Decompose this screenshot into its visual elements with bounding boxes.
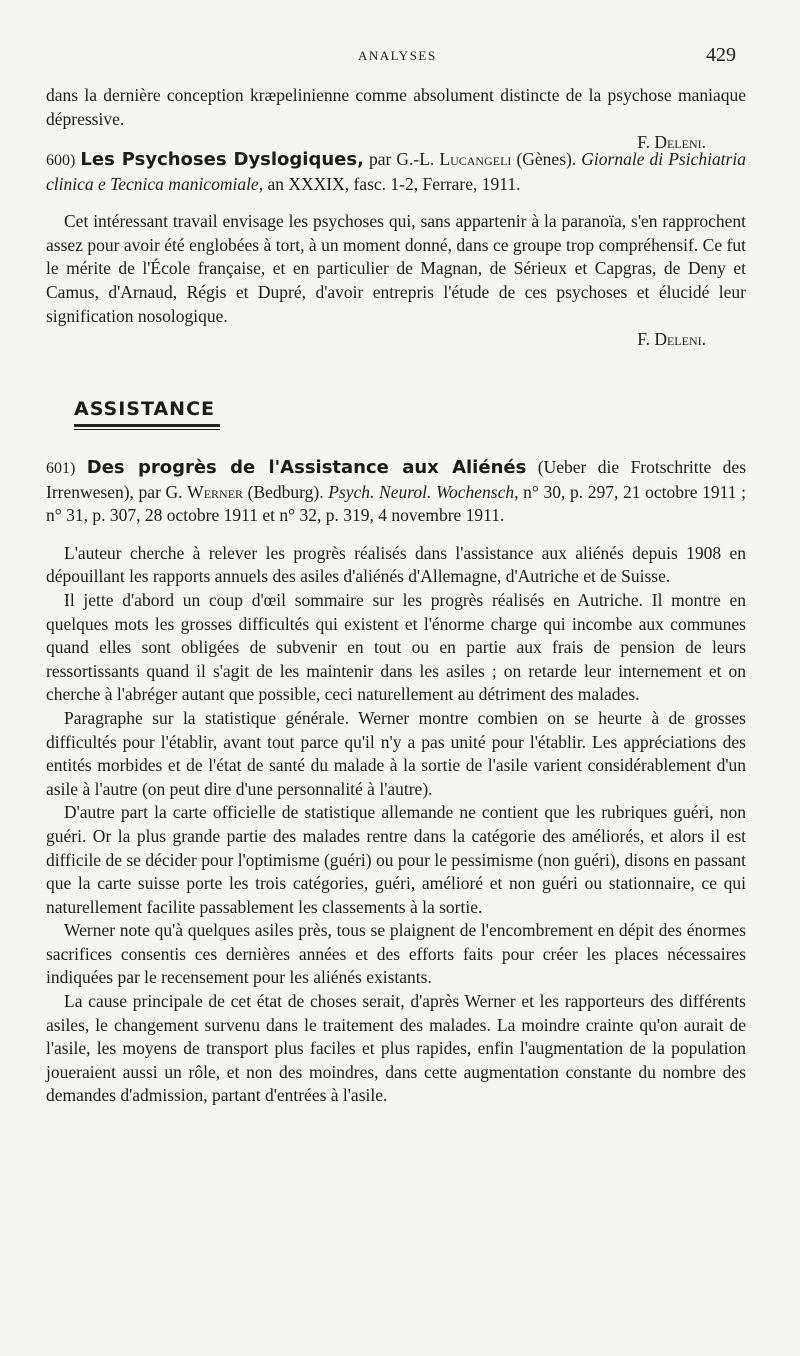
entry-601-orig-title: (Ueber die Frotschritte des Irrenwesen), par G. — [46, 457, 747, 502]
running-head: ANALYSES — [358, 48, 437, 63]
entry-600-body-text: Cet intéressant travail envisage les psychoses qui, sans appartenir à la paranoïa, s'en rapprochent assez pour avoir été englobées à tort, à un moment donné, dans ce groupe trop compréhensif. Ce fut le mérite de l'École française, et en particulier de Magnan, de Sérieux et Capgras, de Deny et Camus, d'Arnaud, Régis et Dupré, d'avoir entrepris l'étude de ces psychoses et élucidé leur signification nosologique. — [46, 211, 746, 326]
entry-601-body — [46, 542, 746, 1108]
section-underline — [74, 424, 220, 427]
entry-601-paragraph: D'autre part la carte officielle de statistique allemande ne contient que les rubriques guéri, non guéri. Or la plus grande partie des malades rentre dans la catégorie des améliorés, et alors il est difficile de se décider pour l'optimisme (guéri) ou pour le pessimisme (non guéri), disons en passant que la carte suisse porte les trois catégories, guéri, amélioré et non guéri ou stationnaire, ce qui naturellement facilite passablement les classements à la sortie. — [46, 802, 746, 917]
entry-600-signature: F. Deleni. — [637, 329, 706, 350]
entry-601-paragraph: Paragraphe sur la statistique générale. Werner montre combien on se heurte à de grosses difficultés pour l'établir, avant tout parce qu'il n'y a pas unité pour l'établir. Les appréciations des entités morbides et de l'état de santé du malade à la sortie de l'asile varient considérablement d'un asile à l'autre (on peut dire d'une personnalité à l'autre). — [46, 707, 746, 799]
section-underline-thin — [74, 429, 220, 430]
page-number: 429 — [706, 44, 736, 66]
entry-601-paragraph: Il jette d'abord un coup d'œil sommaire sur les progrès réalisés en Autriche. Il montre en quelques mots les grosses difficultés qui existent et l'énorme charge qui incombe aux communes quand elles sont obligées de subvenir en tout ou en partie aux frais de pension de leurs ressortissants quand il s'agit de les maintenir dans les asiles ; on retarde leur internement et on cherche à l'abréger autant que possible, ceci naturellement au détriment des malades. — [46, 589, 746, 705]
section-heading: ASSISTANCE — [74, 398, 215, 420]
entry-601-paragraph: La cause principale de cet état de choses serait, d'après Werner et les rapporteurs des différents asiles, le changement survenu dans le traitement des malades. La moindre crainte qu'on aurait de l'asile, les moyens de transport plus faciles et plus rapides, enfin l'augmentation de la population joueraient aussi un rôle, et non des moindres, dans cette augmentation constante du nombre des demandes d'admission, partant d'entrées à l'asile. — [46, 991, 746, 1106]
prev-entry — [46, 84, 746, 155]
entry-601-number: 601) — [46, 460, 76, 477]
entry-601-title: Des progrès de l'Assistance aux Aliénés — [86, 457, 527, 478]
entry-600-journal: Giornale di Psichiatria clinica e Tecnica manicomiale, — [46, 149, 746, 194]
entry-600 — [46, 148, 746, 352]
entry-600-body — [46, 210, 746, 352]
entry-601-citation — [46, 456, 746, 528]
entry-601-details: n° 30, p. 297, 21 octobre 1911 ; n° 31, p. 307, 28 octobre 1911 et n° 32, p. 319, 4 novembre 1911. — [46, 481, 747, 526]
entry-600-citation — [46, 148, 746, 196]
entry-601-paragraph: L'auteur cherche à relever les progrès réalisés dans l'assistance aux aliénés depuis 1908 en dépouillant les rapports annuels des asiles d'aliénés d'Allemagne, d'Autriche et de Suisse. — [46, 542, 746, 587]
entry-600-author: Lucangeli — [439, 149, 512, 169]
prev-entry-signature: F. Deleni. — [637, 132, 706, 153]
entry-601 — [46, 456, 746, 1108]
entry-601-journal: Psych. Neurol. Wochensch, — [328, 481, 519, 502]
entry-601-place: (Bedburg). — [243, 481, 329, 502]
entry-601-author: Werner — [187, 481, 244, 502]
prev-entry-text: dans la dernière conception kræpelinienne comme absolument distincte de la psychose maniaque dépressive. — [46, 85, 746, 129]
page-header — [0, 44, 800, 74]
entry-600-place: (Gènes). — [511, 149, 582, 169]
entry-600-title: Les Psychoses Dyslogiques, — [80, 149, 364, 170]
entry-600-author-lead: par G.-L. — [369, 149, 440, 169]
entry-600-details: an XXXIX, fasc. 1-2, Ferrare, 1911. — [263, 173, 521, 194]
entry-601-paragraph: Werner note qu'à quelques asiles près, tous se plaignent de l'encombrement en dépit des énormes sacrifices consentis ces dernières années et des efforts faits pour créer les places nécessaires indiquées par le recensement pour les aliénés existants. — [46, 920, 746, 988]
entry-600-number: 600) — [46, 152, 76, 169]
